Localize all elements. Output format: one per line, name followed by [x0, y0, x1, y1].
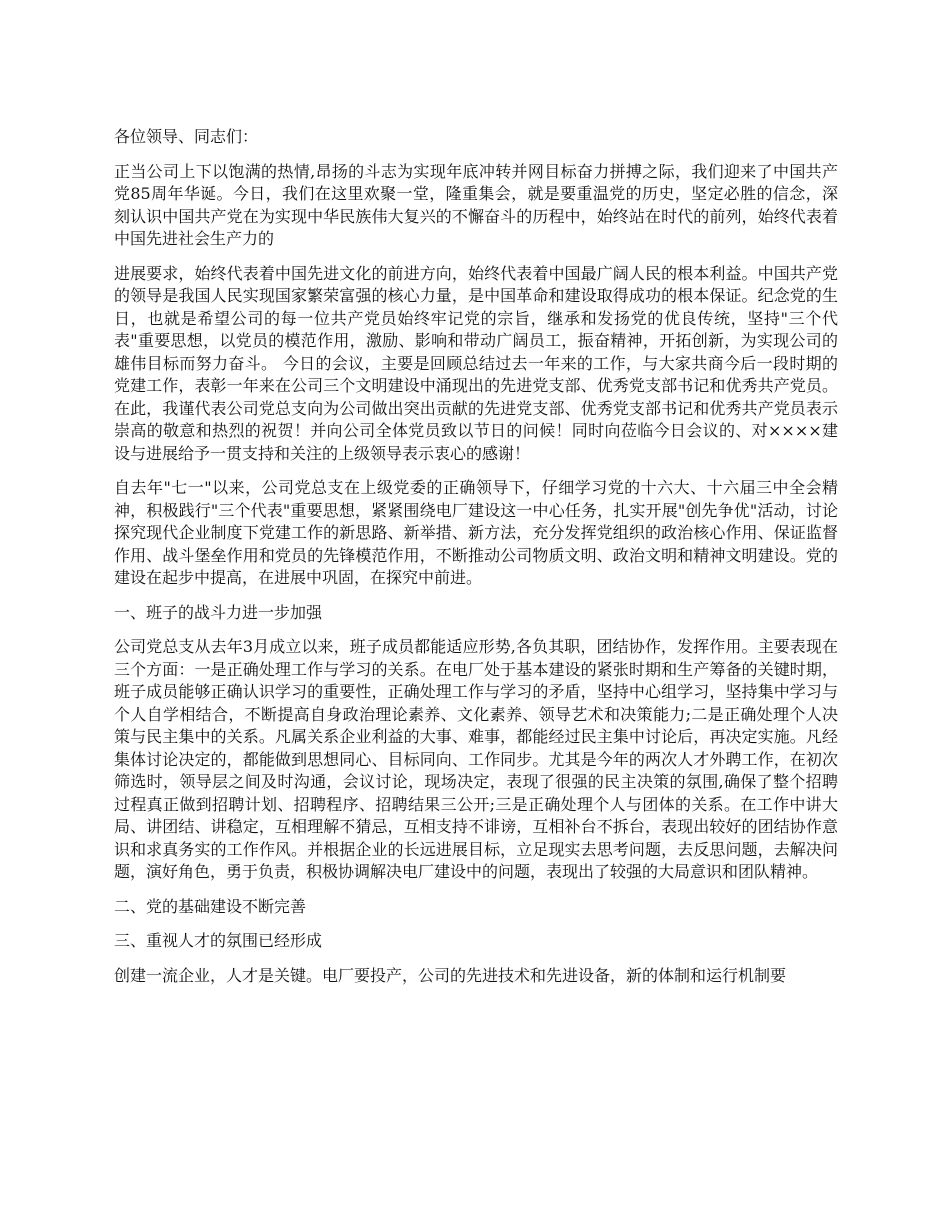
section-heading-3: 三、重视人才的氛围已经形成 [114, 931, 323, 950]
salutation: 各位领导、同志们： [114, 127, 259, 146]
paragraph-section-1: 公司党总支从去年3月成立以来，班子成员都能适应形势,各负其职，团结协作，发挥作用。主要表现在三个方面：一是正确处理工作与学习的关系。在电厂处于基本建设的紧张时期和生产筹备的关键时期，班子成员能够正确认识学习的重要性，正确处理工作与学习的矛盾，坚持中心组学习，坚持集中学习与个人自学相结合，不断提高自身政治理论素养、文化素养、领导艺术和决策能力;二是正确处理个人决策与民主集中的关系。凡属关系企业利益的大事、难事，都能经过民主集中讨论后，再决定实施。凡经集体讨论决定的，都能做到思想同心、目标同向、工作同步。尤其是今年的两次人才外聘工作，在初次筛选时，领导层之间及时沟通，会议讨论，现场决定，表现了很强的民主决策的氛围,确保了整个招聘过程真正做到招聘计划、招聘程序、招聘结果三公开;三是正确处理个人与团体的关系。在工作中讲大局、讲团结、讲稳定，互相理解不猜忌，互相支持不诽谤，互相补台不拆台，表现出较好的团结协作意识和求真务实的工作作风。并根据企业的长远进展目标，立足现实去思考问题，去反思问题，去解决问题，演好角色，勇于负责，积极协调解决电厂建设中的问题，表现出了较强的大局意识和团队精神。 [114, 637, 838, 881]
section-heading-2: 二、党的基础建设不断完善 [114, 896, 307, 916]
paragraph-progress: 进展要求，始终代表着中国先进文化的前进方向，始终代表着中国最广阔人民的根本利益。中国共产党的领导是我国人民实现国家繁荣富强的核心力量，是中国革命和建设取得成功的根本保证。纪念党的生日，也就是希望公司的每一位共产党员始终牢记党的宗旨，继承和发扬党的优良传统，坚持"三个代表"重要思想，以党员的模范作用，激励、影响和带动广阔员工，振奋精神，开拓创新，为实现公司的雄伟目标而努力奋斗。 今日的会议，主要是回顾总结过去一年来的工作，与大家共商今后一段时期的党建工作，表彰一年来在公司三个文明建设中涌现出的先进党支部、优秀党支部书记和优秀共产党员。在此，我谨代表公司党总支向为公司做出突出贡献的先进党支部、优秀党支部书记和优秀共产党员表示崇高的敬意和热烈的祝贺！并向公司全体党员致以节日的问候！同时向莅临今日会议的、对××××建设与进展给予一贯支持和关注的上级领导表示衷心的感谢！ [114, 263, 838, 463]
document-body [114, 126, 838, 999]
section-heading-1: 一、班子的战斗力进一步加强 [114, 602, 323, 622]
paragraph-opening: 正当公司上下以饱满的热情,昂扬的斗志为实现年底冲转并网目标奋力拼搏之际，我们迎来了中国共产党85周年华诞。今日，我们在这里欢聚一堂，隆重集会，就是要重温党的历史，坚定必胜的信念，深刻认识中国共产党在为实现中华民族伟大复兴的不懈奋斗的历程中，始终站在时代的前列，始终代表着中国先进社会生产力的 [114, 161, 838, 248]
paragraph-review: 自去年"七一"以来，公司党总支在上级党委的正确领导下，仔细学习党的十六大、十六届三中全会精神，积极践行"三个代表"重要思想，紧紧围绕电厂建设这一中心任务，扎实开展"创先争优"活动，讨论探究现代企业制度下党建工作的新思路、新举措、新方法，充分发挥党组织的政治核心作用、保证监督作用、战斗堡垒作用和党员的先锋模范作用，不断推动公司物质文明、政治文明和精神文明建设。党的建设在起步中提高，在进展中巩固，在探究中前进。 [114, 478, 838, 587]
paragraph-final: 创建一流企业，人才是关键。电厂要投产，公司的先进技术和先进设备，新的体制和运行机制要 [114, 965, 787, 985]
